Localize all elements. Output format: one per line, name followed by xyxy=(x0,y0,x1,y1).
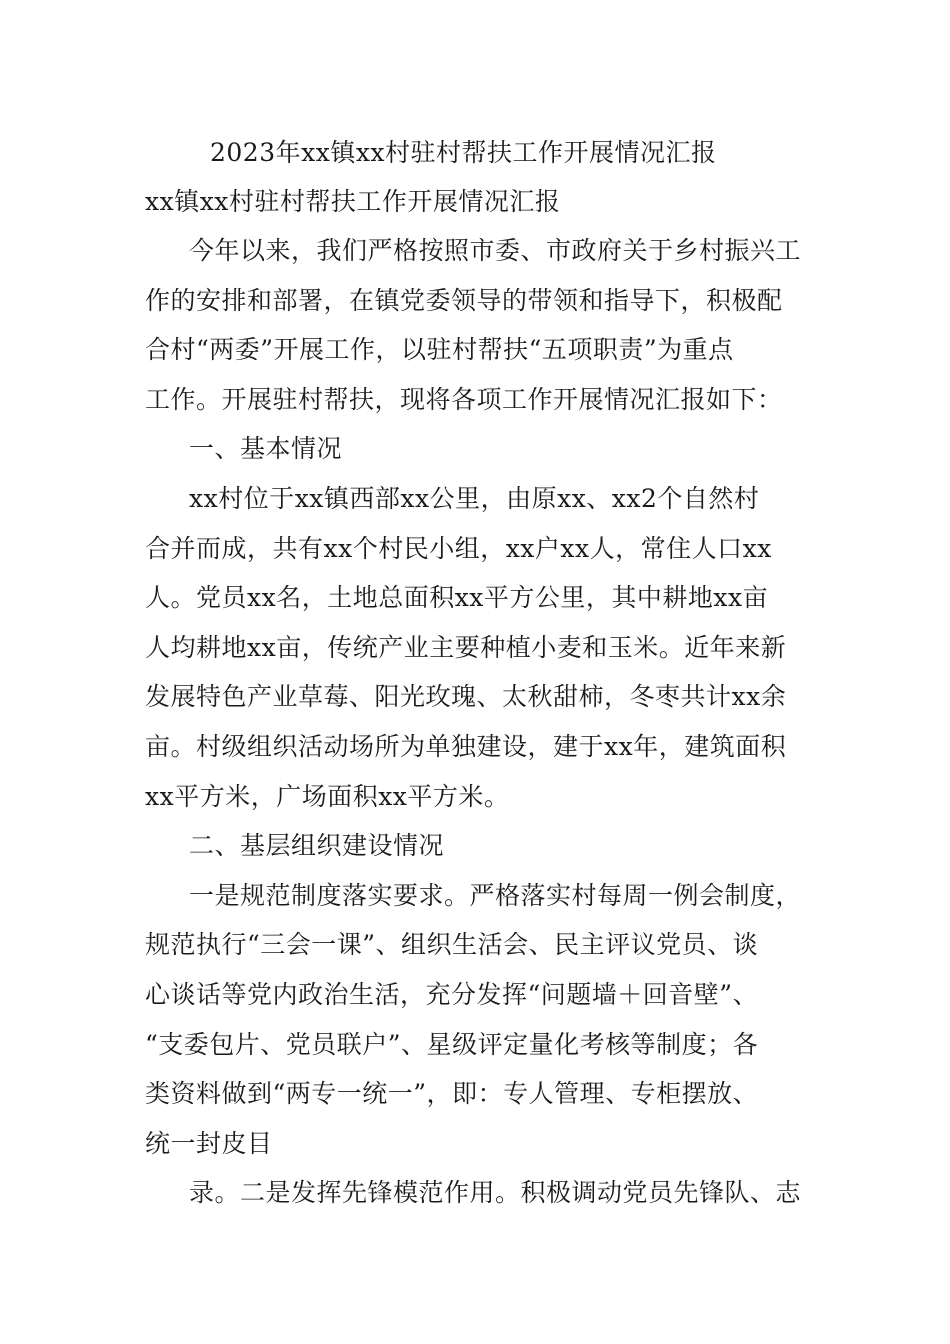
document-title: 2023年xx镇xx村驻村帮扶工作开展情况汇报 xyxy=(210,138,717,167)
paragraph-line: 人。党员xx名，土地总面积xx平方公里，其中耕地xx亩 xyxy=(145,583,769,613)
paragraph-line: xx村位于xx镇西部xx公里，由原xx、xx2个自然村 xyxy=(189,483,760,513)
basic-info-paragraph xyxy=(145,474,809,821)
continuation-paragraph xyxy=(145,1168,809,1218)
section-heading-basic xyxy=(145,424,809,474)
paragraph-line: 发展特色产业草莓、阳光玫瑰、太秋甜柿，冬枣共计xx余 xyxy=(145,682,787,712)
paragraph-line: 规范执行“三会一课”、组织生活会、民主评议党员、谈 xyxy=(145,930,759,960)
paragraph-line: 录。二是发挥先锋模范作用。积极调动党员先锋队、志 xyxy=(189,1178,802,1208)
paragraph-line: 工作。开展驻村帮扶，现将各项工作开展情况汇报如下： xyxy=(145,384,783,414)
paragraph-line: 类资料做到“两专一统一”，即：专人管理、专柜摆放、 xyxy=(145,1079,759,1109)
paragraph-line: 合村“两委”开展工作，以驻村帮扶“五项职责”为重点 xyxy=(145,335,734,365)
paragraph-line: “支委包片、党员联户”、星级评定量化考核等制度；各 xyxy=(145,1029,759,1059)
paragraph-line: 一是规范制度落实要求。严格落实村每周一例会制度， xyxy=(189,880,802,910)
document-subtitle: xx镇xx村驻村帮扶工作开展情况汇报 xyxy=(145,187,561,216)
paragraph-line: 统一封皮目 xyxy=(145,1128,273,1158)
paragraph-line: 心谈话等党内政治生活，充分发挥“问题墙＋回音壁”、 xyxy=(145,979,759,1009)
paragraph-line: 合并而成，共有xx个村民小组，xx户xx人，常住人口xx xyxy=(145,533,772,563)
paragraph-line: 今年以来，我们严格按照市委、市政府关于乡村振兴工 xyxy=(189,236,802,265)
section-heading-organization xyxy=(145,821,809,871)
section-heading: 二、基层组织建设情况 xyxy=(189,831,445,861)
paragraph-line: 人均耕地xx亩，传统产业主要种植小麦和玉米。近年来新 xyxy=(145,632,787,662)
paragraph-line: 亩。村级组织活动场所为单独建设，建于xx年，建筑面积 xyxy=(145,731,787,761)
section-heading: 一、基本情况 xyxy=(189,434,343,464)
organization-paragraph xyxy=(145,871,809,1169)
document-body xyxy=(145,128,809,1218)
paragraph-line: xx平方米，广场面积xx平方米。 xyxy=(145,781,510,811)
paragraph-line: 作的安排和部署，在镇党委领导的带领和指导下，积极配 xyxy=(145,285,783,315)
intro-paragraph xyxy=(145,226,809,424)
